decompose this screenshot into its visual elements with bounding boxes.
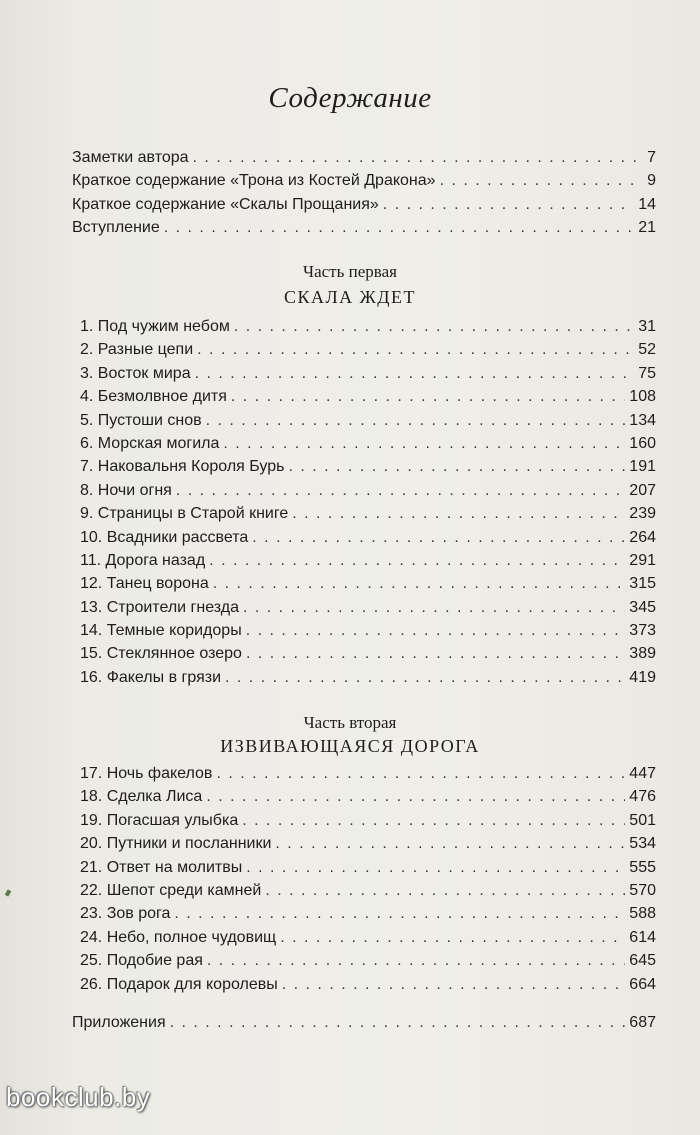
dot-leader: [170, 1011, 626, 1034]
front-matter-list: [72, 146, 656, 240]
entry-page: 134: [629, 411, 656, 429]
entry-label: Краткое содержание «Трона из Костей Дракона»: [72, 172, 436, 190]
entry-label: 25. Подобие рая: [80, 952, 203, 970]
entry-label: 7. Наковальня Короля Бурь: [80, 458, 285, 476]
entry-page: 7: [647, 149, 656, 166]
entry-label: 15. Стеклянное озеро: [80, 645, 242, 663]
part2-label: Часть вторая: [303, 713, 397, 732]
toc-entry: [72, 146, 656, 169]
toc-entry: [80, 832, 656, 855]
entry-label: 10. Всадники рассвета: [80, 528, 249, 546]
watermark-logo: bookclub.by: [6, 1082, 151, 1112]
dot-leader: [383, 193, 634, 216]
entry-label: 11. Дорога назад: [80, 551, 206, 569]
dot-leader: [193, 146, 644, 169]
entry-page: 207: [629, 481, 656, 499]
entry-label: 21. Ответ на молитвы: [80, 858, 243, 876]
entry-page: 14: [638, 195, 656, 213]
entry-label: 23. Зов рога: [80, 905, 171, 923]
dot-leader: [265, 879, 625, 902]
toc-entry: [80, 785, 656, 808]
toc-entry: [72, 216, 656, 239]
toc-entry: [80, 973, 656, 996]
toc-entry: [80, 338, 656, 361]
entry-label: 9. Страницы в Старой книге: [80, 505, 289, 523]
entry-label: Краткое содержание «Скалы Прощания»: [72, 195, 379, 213]
entry-label: 17. Ночь факелов: [80, 765, 213, 782]
toc-entry: [80, 856, 656, 879]
part1-label: Часть первая: [303, 262, 397, 281]
dot-leader: [176, 479, 625, 502]
entry-label: 24. Небо, полное чудовищ: [80, 928, 277, 946]
dot-leader: [282, 973, 626, 996]
toc-entry: [80, 572, 656, 595]
dot-leader: [206, 785, 625, 808]
entry-page: 664: [629, 975, 656, 993]
entry-page: 555: [629, 858, 656, 876]
dot-leader: [246, 619, 626, 642]
dot-leader: [275, 832, 625, 855]
entry-page: 31: [638, 318, 656, 335]
entry-label: 16. Факелы в грязи: [80, 668, 222, 686]
entry-label: 13. Строители гнезда: [80, 598, 239, 616]
entry-page: 588: [629, 905, 656, 923]
entry-label: 5. Пустоши снов: [80, 411, 202, 429]
entry-label: 1. Под чужим небом: [80, 318, 230, 335]
dot-leader: [252, 526, 625, 549]
entry-page: 501: [629, 811, 656, 829]
entry-label: 12. Танец ворона: [80, 575, 209, 593]
page-title: Содержание: [268, 82, 432, 114]
dot-leader: [242, 809, 625, 832]
part1-chapter-list: [80, 315, 656, 689]
toc-entry: [80, 479, 656, 502]
entry-label: 3. Восток мира: [80, 364, 191, 382]
dot-leader: [209, 549, 625, 572]
entry-page: 476: [629, 788, 656, 806]
toc-entry: [80, 762, 656, 785]
entry-label: 2. Разные цепи: [80, 341, 194, 359]
dot-leader: [243, 596, 625, 619]
toc-entry-appendix: [72, 1011, 656, 1034]
entry-page: 315: [629, 575, 656, 593]
entry-label: 20. Путники и посланники: [80, 835, 272, 853]
entry-page: 75: [638, 364, 656, 382]
dot-leader: [216, 762, 625, 785]
toc-entry: [72, 169, 656, 192]
dot-leader: [231, 385, 625, 408]
toc-entry: [80, 809, 656, 832]
toc-entry: [80, 596, 656, 619]
entry-page: 645: [629, 952, 656, 970]
part2-title: ИЗВИВАЮЩАЯСЯ ДОРОГА: [220, 736, 480, 756]
dot-leader: [234, 315, 634, 338]
dot-leader: [292, 502, 625, 525]
entry-label: 22. Шепот среди камней: [80, 881, 262, 899]
toc-entry: [80, 455, 656, 478]
toc-entry: [80, 362, 656, 385]
entry-label: Заметки автора: [72, 149, 189, 166]
entry-label: 4. Безмолвное дитя: [80, 388, 227, 406]
entry-page: 389: [629, 645, 656, 663]
dot-leader: [174, 902, 625, 925]
toc-entry: [80, 926, 656, 949]
entry-page: 534: [629, 835, 656, 853]
entry-page: 373: [629, 622, 656, 640]
toc-entry: [80, 619, 656, 642]
entry-page: 9: [647, 172, 656, 190]
entry-page: 108: [629, 388, 656, 406]
dot-leader: [223, 432, 625, 455]
entry-page: 291: [629, 551, 656, 569]
part1-title: СКАЛА ЖДЕТ: [283, 287, 417, 307]
entry-label: 18. Сделка Лиса: [80, 788, 203, 806]
toc-entry: [80, 385, 656, 408]
entry-page: 191: [629, 458, 656, 476]
toc-entry: [80, 502, 656, 525]
part2-chapter-list: [80, 762, 656, 996]
toc-entry: [80, 949, 656, 972]
appendix-list: [72, 1011, 656, 1034]
dot-leader: [197, 338, 634, 361]
dot-leader: [440, 169, 644, 192]
entry-page: 239: [629, 505, 656, 523]
entry-page: 345: [629, 598, 656, 616]
toc-entry: [80, 315, 656, 338]
dot-leader: [207, 949, 625, 972]
entry-label: Вступление: [72, 219, 160, 237]
ink-mark: [5, 889, 11, 896]
entry-page: 160: [629, 434, 656, 452]
toc-entry: [80, 549, 656, 572]
entry-label: 6. Морская могила: [80, 434, 220, 452]
entry-page: 570: [629, 881, 656, 899]
dot-leader: [246, 856, 625, 879]
entry-page: 687: [629, 1014, 656, 1031]
entry-page: 614: [629, 928, 656, 946]
entry-page: 447: [629, 765, 656, 782]
entry-page: 264: [629, 528, 656, 546]
entry-label: 26. Подарок для королевы: [80, 975, 278, 993]
dot-leader: [195, 362, 635, 385]
entry-label: 19. Погасшая улыбка: [80, 811, 239, 829]
dot-leader: [288, 455, 625, 478]
dot-leader: [280, 926, 625, 949]
entry-page: 21: [638, 219, 656, 237]
toc-entry: [80, 902, 656, 925]
dot-leader: [164, 216, 634, 239]
toc-entry: [80, 642, 656, 665]
toc-entry: [80, 879, 656, 902]
dot-leader: [213, 572, 626, 595]
dot-leader: [246, 642, 625, 665]
toc-entry: [80, 409, 656, 432]
entry-page: 419: [629, 668, 656, 686]
entry-page: 52: [638, 341, 656, 359]
toc-entry: [80, 432, 656, 455]
toc-entry: [80, 666, 656, 689]
toc-entry: [80, 526, 656, 549]
toc-entry: [72, 193, 656, 216]
dot-leader: [225, 666, 625, 689]
entry-label: Приложения: [72, 1014, 166, 1031]
entry-label: 14. Темные коридоры: [80, 622, 242, 640]
entry-label: 8. Ночи огня: [80, 481, 172, 499]
dot-leader: [206, 409, 626, 432]
